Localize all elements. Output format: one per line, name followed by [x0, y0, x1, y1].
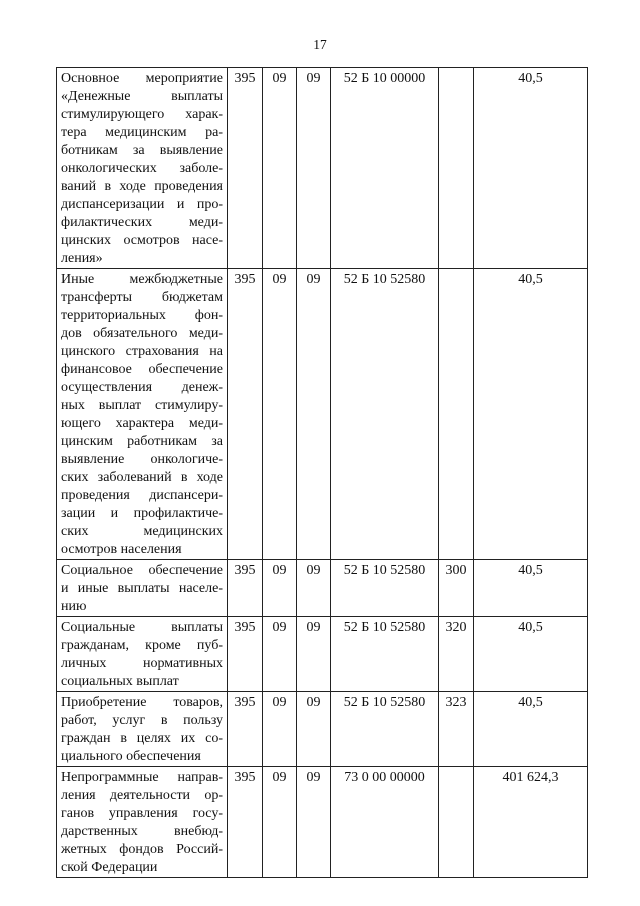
item-name-line: осмотров населения [61, 542, 182, 557]
page-number: 17 [313, 37, 327, 52]
table-row [57, 68, 588, 269]
subsection-code-cell: 09 [297, 560, 331, 617]
item-name-line: нию [61, 599, 87, 614]
target-article-cell: 52 Б 10 52580 [331, 692, 439, 767]
item-name-line: цинских осмотров насе- [61, 233, 223, 248]
target-article-cell: 52 Б 10 52580 [331, 617, 439, 692]
expense-type-cell [439, 269, 474, 560]
item-name-line: ления деятельности ор- [61, 788, 223, 803]
item-name-line: гражданам, кроме пуб- [61, 638, 223, 653]
target-article-cell: 52 Б 10 00000 [331, 68, 439, 269]
item-name-line: филактических меди- [61, 215, 223, 230]
item-name-line: финансовое обеспечение [61, 362, 223, 377]
item-name-line: проведения диспансери- [61, 488, 223, 503]
target-article-cell: 73 0 00 00000 [331, 767, 439, 878]
item-name-line: ления» [61, 251, 103, 266]
item-name-line: граждан в целях их со- [61, 731, 223, 746]
section-code-cell: 09 [263, 269, 297, 560]
item-name-line: Непрограммные направ- [61, 770, 223, 785]
section-code-cell: 09 [263, 68, 297, 269]
table-row [57, 617, 588, 692]
item-name-line: тера медицинским ра- [61, 125, 223, 140]
amount-cell: 40,5 [474, 269, 588, 560]
item-name-line: выявление онкологиче- [61, 452, 223, 467]
item-name-line: зации и профилактиче- [61, 506, 223, 521]
item-name-line: стимулирующего харак- [61, 107, 223, 122]
expense-type-cell [439, 68, 474, 269]
item-name-line: ской Федерации [61, 860, 158, 875]
amount-cell: 40,5 [474, 617, 588, 692]
subsection-code-cell: 09 [297, 617, 331, 692]
amount-cell: 40,5 [474, 692, 588, 767]
section-code-cell: 09 [263, 560, 297, 617]
item-name-line: дарственных внебюд- [61, 824, 223, 839]
item-name-line: ганов управления госу- [61, 806, 223, 821]
item-name-line: дов обязательного меди- [61, 326, 223, 341]
item-name-cell [57, 617, 228, 692]
item-name-line: цинским работникам за [61, 434, 223, 449]
item-name-line: и иные выплаты населе- [61, 581, 223, 596]
item-name-line: цинского страхования на [61, 344, 223, 359]
expense-type-cell: 320 [439, 617, 474, 692]
amount-cell: 40,5 [474, 68, 588, 269]
expense-type-cell [439, 767, 474, 878]
target-article-cell: 52 Б 10 52580 [331, 560, 439, 617]
item-name-line: ных выплат стимулиру- [61, 398, 223, 413]
item-name-cell [57, 68, 228, 269]
item-name-line: личных нормативных [61, 656, 223, 671]
budget-table [56, 67, 588, 878]
table-row [57, 269, 588, 560]
item-name-line: Иные межбюджетные [61, 272, 223, 287]
expense-type-cell: 323 [439, 692, 474, 767]
table-row [57, 767, 588, 878]
item-name-line: территориальных фон- [61, 308, 223, 323]
item-name-line: ющего характера меди- [61, 416, 223, 431]
item-name-line: социальных выплат [61, 674, 179, 689]
ministry-code-cell: 395 [228, 692, 263, 767]
item-name-cell [57, 269, 228, 560]
ministry-code-cell: 395 [228, 560, 263, 617]
ministry-code-cell: 395 [228, 68, 263, 269]
item-name-cell [57, 560, 228, 617]
item-name-line: ваний в ходе проведения [61, 179, 223, 194]
subsection-code-cell: 09 [297, 269, 331, 560]
ministry-code-cell: 395 [228, 617, 263, 692]
item-name-line: жетных фондов Россий- [61, 842, 223, 857]
expense-type-cell: 300 [439, 560, 474, 617]
amount-cell: 40,5 [474, 560, 588, 617]
item-name-line: диспансеризации и про- [61, 197, 223, 212]
target-article-cell: 52 Б 10 52580 [331, 269, 439, 560]
amount-cell: 401 624,3 [474, 767, 588, 878]
item-name-line: Основное мероприятие [61, 71, 223, 86]
table-row [57, 692, 588, 767]
subsection-code-cell: 09 [297, 68, 331, 269]
item-name-line: ботникам за выявление [61, 143, 223, 158]
item-name-line: Приобретение товаров, [61, 695, 223, 710]
item-name-line: осуществления денеж- [61, 380, 223, 395]
item-name-line: работ, услуг в пользу [61, 713, 223, 728]
table-body [57, 68, 588, 878]
item-name-line: циального обеспечения [61, 749, 201, 764]
item-name-line: Социальное обеспечение [61, 563, 223, 578]
subsection-code-cell: 09 [297, 692, 331, 767]
item-name-cell [57, 767, 228, 878]
ministry-code-cell: 395 [228, 269, 263, 560]
item-name-line: ских медицинских [61, 524, 223, 539]
item-name-cell [57, 692, 228, 767]
item-name-line: онкологических заболе- [61, 161, 223, 176]
section-code-cell: 09 [263, 617, 297, 692]
item-name-line: трансферты бюджетам [61, 290, 223, 305]
section-code-cell: 09 [263, 692, 297, 767]
item-name-line: Социальные выплаты [61, 620, 223, 635]
item-name-line: «Денежные выплаты [61, 89, 223, 104]
table-row [57, 560, 588, 617]
item-name-line: ских заболеваний в ходе [61, 470, 223, 485]
ministry-code-cell: 395 [228, 767, 263, 878]
subsection-code-cell: 09 [297, 767, 331, 878]
section-code-cell: 09 [263, 767, 297, 878]
